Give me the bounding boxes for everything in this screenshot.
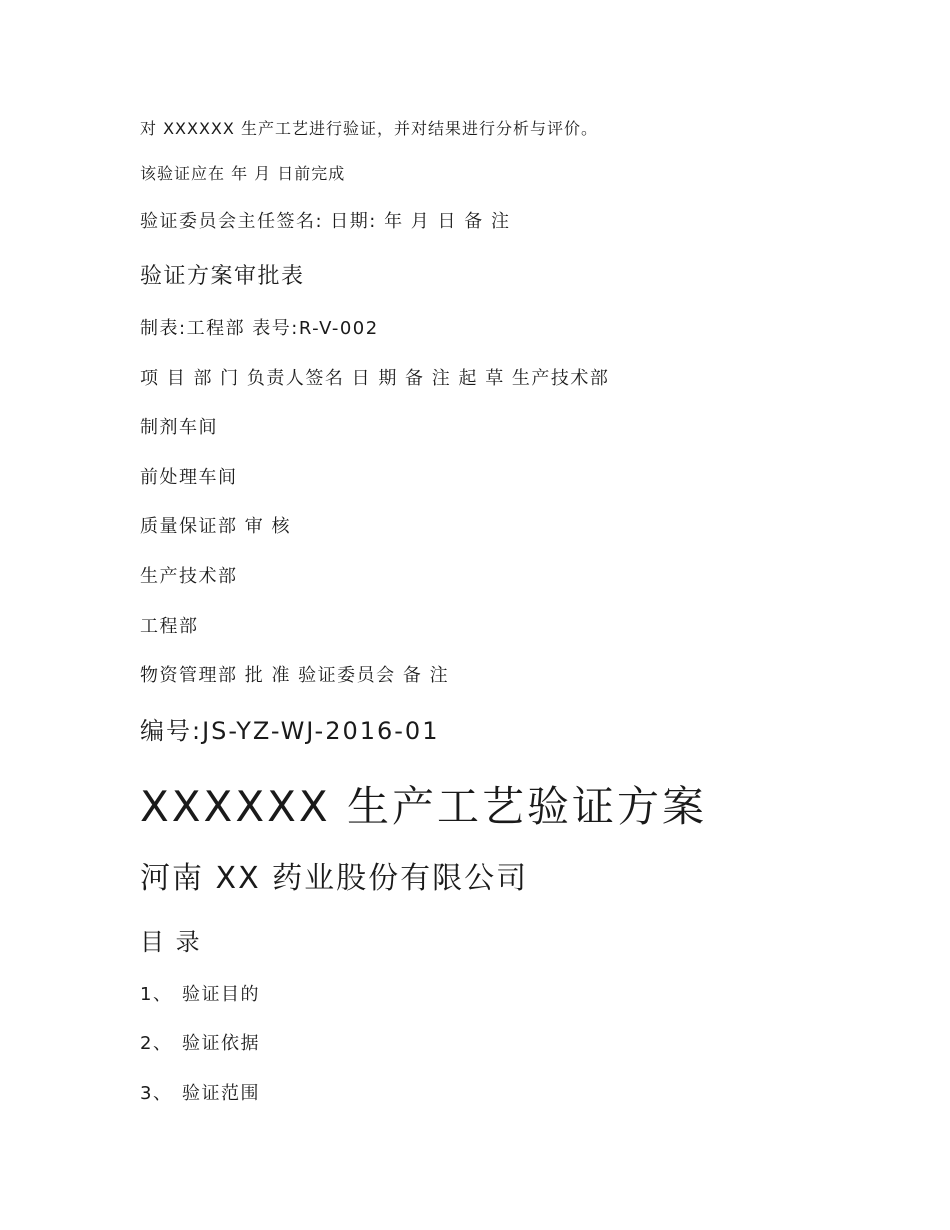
toc-item-number: 2、 [140, 1033, 173, 1054]
toc-item-label: 验证范围 [182, 1083, 260, 1104]
toc-item [140, 1085, 260, 1103]
text-line: 生产技术部 [140, 566, 238, 587]
company-name: 河南 XX 药业股份有限公司 [140, 861, 529, 896]
text-line: 制表:工程部 表号:R-V-002 [140, 318, 379, 339]
text-line: 工程部 [140, 616, 199, 637]
text-line: 质量保证部 审 核 [140, 516, 291, 537]
document-number: 编号:JS-YZ-WJ-2016-01 [140, 717, 440, 745]
text-line: 该验证应在 年 月 日前完成 [140, 164, 346, 183]
toc-item-label: 验证依据 [182, 1033, 260, 1054]
text-line: 前处理车间 [140, 467, 238, 488]
document-title: XXXXXX 生产工艺验证方案 [140, 782, 707, 831]
toc-item [140, 1035, 260, 1053]
toc-item-label: 验证目的 [182, 984, 260, 1005]
text-line: 物资管理部 批 准 验证委员会 备 注 [140, 665, 450, 686]
text-line: 项 目 部 门 负责人签名 日 期 备 注 起 草 生产技术部 [140, 368, 610, 389]
text-line: 验证委员会主任签名: 日期: 年 月 日 备 注 [140, 211, 511, 232]
section-heading: 验证方案审批表 [140, 264, 305, 289]
toc-item-number: 3、 [140, 1083, 173, 1104]
toc-heading: 目 录 [140, 928, 202, 956]
text-line: 制剂车间 [140, 417, 218, 438]
toc-item [140, 986, 260, 1004]
text-line: 对 XXXXXX 生产工艺进行验证，并对结果进行分析与评价。 [140, 119, 598, 138]
toc-item-number: 1、 [140, 984, 173, 1005]
